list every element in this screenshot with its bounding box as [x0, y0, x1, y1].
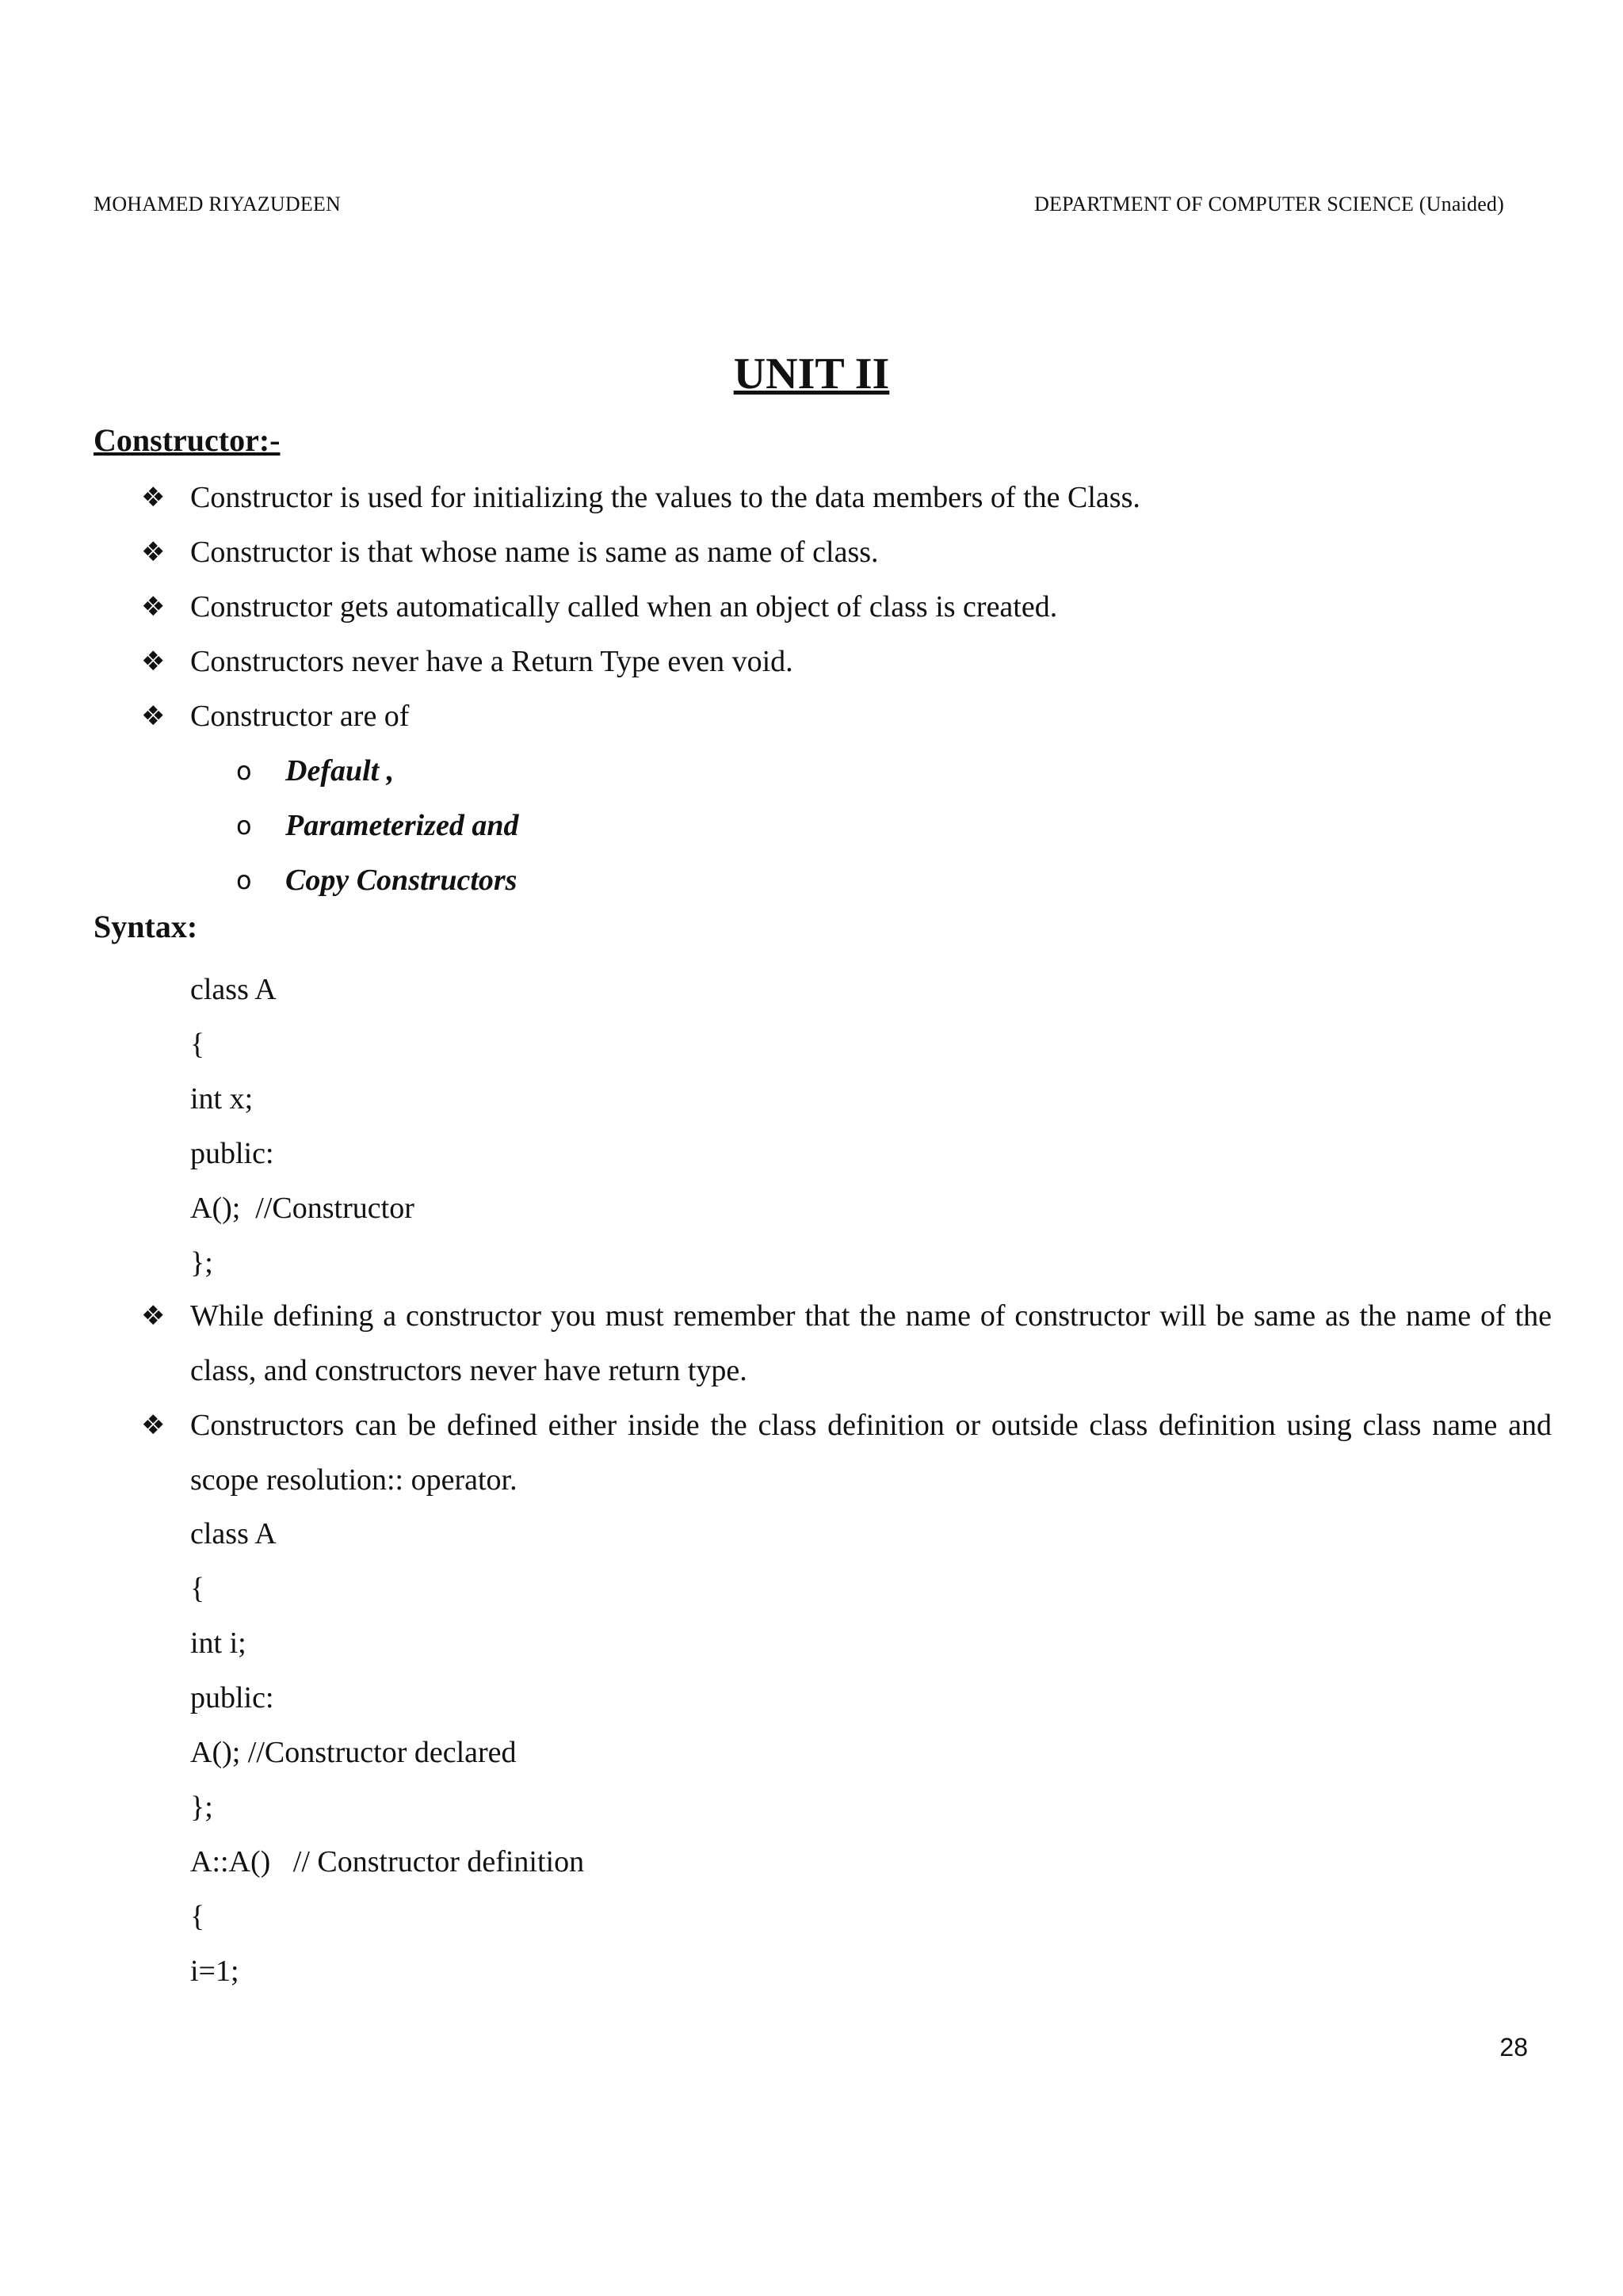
circle-bullet-icon: o [236, 865, 252, 895]
bullet-item: ❖ Constructor is used for initializing the values to the data members of the Class. [141, 471, 1552, 525]
bullet-item: ❖ Constructor are of [141, 689, 1552, 744]
constructor-bullet-list [141, 471, 1552, 744]
constructor-type-item: o Default , [236, 744, 518, 799]
code-line: A(); //Constructor [190, 1192, 414, 1225]
code-line: public: [190, 1681, 274, 1714]
syntax-bullet-list [141, 1289, 1552, 1508]
syntax-heading: Syntax: [94, 909, 198, 944]
running-header-left: MOHAMED RIYAZUDEEN [94, 193, 341, 215]
constructor-types-list [236, 744, 518, 908]
constructor-type-item: o Parameterized and [236, 799, 518, 853]
bullet-item: ❖ Constructors never have a Return Type even void. [141, 635, 1552, 689]
constructor-type-item: o Copy Constructors [236, 853, 518, 908]
code-line: int i; [190, 1627, 246, 1660]
code-line: }; [190, 1791, 213, 1824]
code-line: { [190, 1028, 205, 1061]
code-line: A::A() // Constructor definition [190, 1845, 585, 1878]
circle-bullet-icon: o [236, 810, 252, 841]
code-line: { [190, 1900, 205, 1933]
bullet-item: ❖ While defining a constructor you must remember that the name of constructor will be same as the name of the class, and constructors never have return type. [141, 1289, 1552, 1398]
diamond-bullet-icon: ❖ [141, 700, 166, 732]
code-line: A(); //Constructor declared [190, 1736, 517, 1769]
definition-code-block [190, 1507, 584, 1999]
bullet-item: ❖ Constructor gets automatically called when an object of class is created. [141, 580, 1552, 635]
diamond-bullet-icon: ❖ [141, 482, 166, 513]
page-number: 28 [1499, 2033, 1528, 2061]
diamond-bullet-icon: ❖ [141, 1300, 166, 1332]
diamond-bullet-icon: ❖ [141, 1409, 166, 1441]
diamond-bullet-icon: ❖ [141, 646, 166, 677]
constructor-heading: Constructor:- [94, 422, 281, 458]
diamond-bullet-icon: ❖ [141, 536, 166, 568]
code-line: i=1; [190, 1955, 239, 1988]
code-line: }; [190, 1246, 213, 1280]
code-line: { [190, 1572, 205, 1605]
running-header-right: DEPARTMENT OF COMPUTER SCIENCE (Unaided) [1034, 193, 1504, 215]
bullet-item: ❖ Constructors can be defined either inside the class definition or outside class definition using class name and scope resolution:: operator. [141, 1398, 1552, 1508]
code-line: class A [190, 1517, 277, 1550]
code-line: public: [190, 1137, 274, 1170]
code-line: class A [190, 973, 277, 1006]
circle-bullet-icon: o [236, 756, 252, 786]
unit-title: UNIT II [733, 349, 890, 399]
syntax-code-block [190, 963, 414, 1291]
diamond-bullet-icon: ❖ [141, 591, 166, 623]
code-line: int x; [190, 1082, 254, 1116]
bullet-item: ❖ Constructor is that whose name is same as name of class. [141, 525, 1552, 580]
